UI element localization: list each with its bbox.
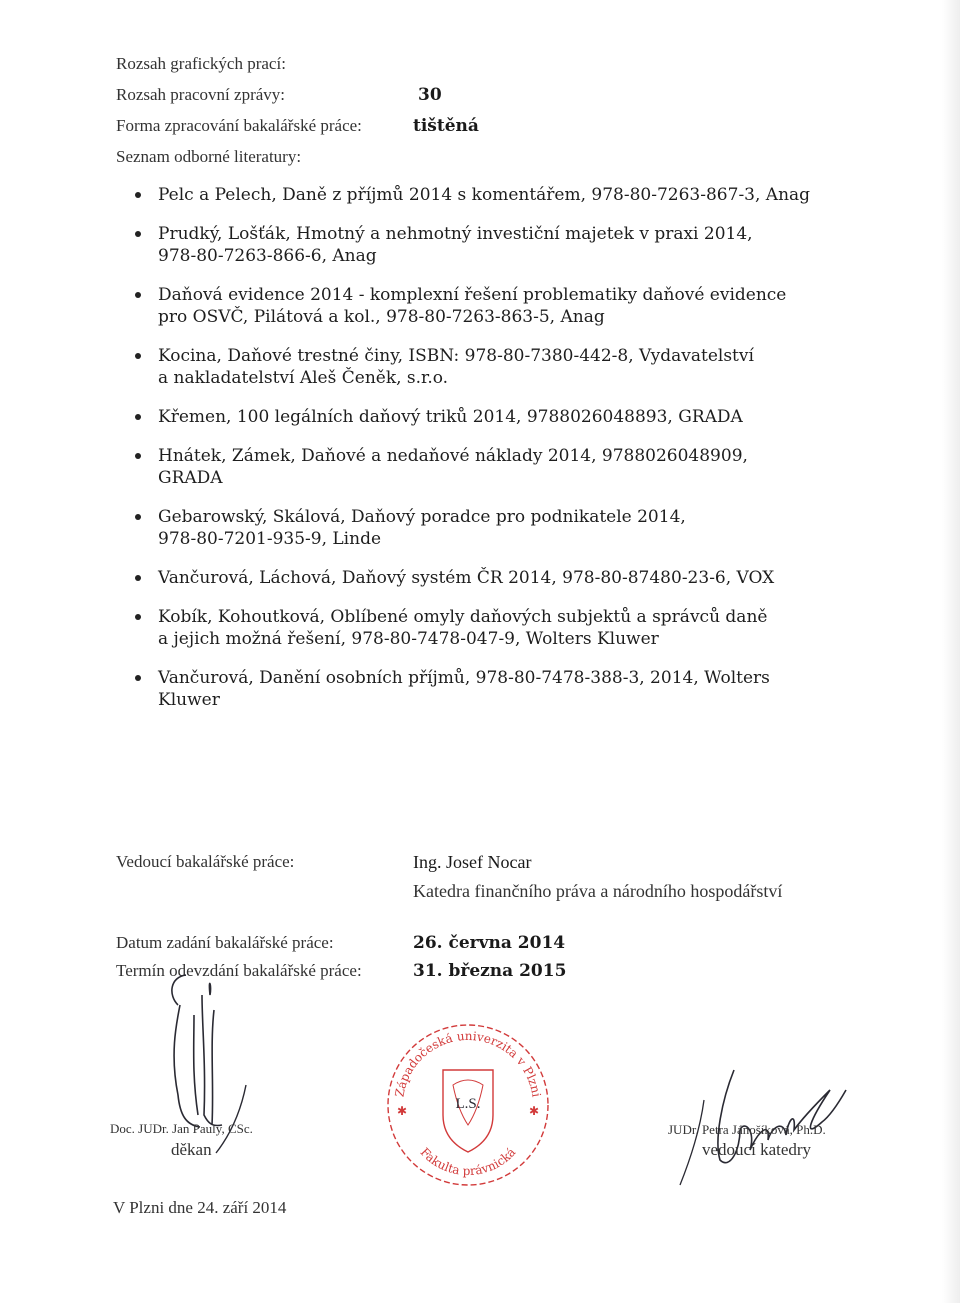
literature-item	[118, 506, 858, 550]
bullet-icon	[135, 292, 141, 298]
head-name: JUDr. Petra Jánošíková, Ph.D.	[668, 1122, 826, 1137]
bullet-icon	[135, 353, 141, 359]
literature-text: a jejich možná řešení, 978-80-7478-047-9, Wolters Kluwer	[158, 629, 659, 649]
literature-text: GRADA	[158, 468, 223, 488]
date-label: Termín odevzdání bakalářské práce:	[116, 961, 362, 980]
date-value: 31. března 2015	[413, 961, 567, 981]
university-stamp	[383, 1020, 553, 1190]
bullet-icon	[135, 575, 141, 581]
bullet-icon	[135, 614, 141, 620]
literature-item	[118, 223, 858, 267]
literature-text: Daňová evidence 2014 - komplexní řešení problematiky daňové evidence	[158, 285, 787, 305]
literature-item	[118, 445, 858, 489]
literature-text: Vančurová, Danění osobních příjmů, 978-80-7478-388-3, 2014, Wolters	[158, 668, 770, 688]
bullet-icon	[135, 414, 141, 420]
literature-text: Gebarowský, Skálová, Daňový poradce pro podnikatele 2014,	[158, 507, 686, 527]
supervisor-department: Katedra finančního práva a národního hospodářství	[413, 881, 783, 901]
field-value: 30	[418, 85, 442, 105]
field-label: Rozsah grafických prací:	[116, 54, 286, 73]
date-value: 26. června 2014	[413, 933, 566, 953]
literature-item	[118, 184, 858, 206]
bullet-icon	[135, 231, 141, 237]
field-label: Rozsah pracovní zprávy:	[116, 85, 285, 104]
date-label: Datum zadání bakalářské práce:	[116, 933, 334, 952]
literature-text: Kocina, Daňové trestné činy, ISBN: 978-80-7380-442-8, Vydavatelství	[158, 346, 754, 366]
supervisor-name: Ing. Josef Nocar	[413, 852, 532, 872]
literature-text: Prudký, Lošťák, Hmotný a nehmotný investiční majetek v praxi 2014,	[158, 224, 753, 244]
svg-text:Fakulta právnická	[418, 1145, 519, 1178]
page-edge-shadow	[942, 0, 960, 1303]
bullet-icon	[135, 192, 141, 198]
head-role: vedoucí katedry	[702, 1140, 812, 1159]
literature-text: Křemen, 100 legálních daňový triků 2014, 9788026048893, GRADA	[158, 407, 743, 427]
literature-item	[118, 606, 858, 650]
dean-name: Doc. JUDr. Jan Pauly, CSc.	[110, 1121, 253, 1136]
literature-text: 978-80-7263-866-6, Anag	[158, 246, 377, 266]
supervisor-label: Vedoucí bakalářské práce:	[116, 852, 295, 871]
bullet-icon	[135, 514, 141, 520]
literature-text: Vančurová, Láchová, Daňový systém ČR 2014, 978-80-87480-23-6, VOX	[158, 568, 775, 588]
bullet-icon	[135, 675, 141, 681]
stamp-star-icon: ✱	[397, 1104, 408, 1118]
bullet-icon	[135, 453, 141, 459]
literature-item	[118, 345, 858, 389]
literature-item	[118, 284, 858, 328]
field-label: Forma zpracování bakalářské práce:	[116, 116, 362, 135]
stamp-center-text: L.S.	[455, 1096, 481, 1112]
literature-text: Pelc a Pelech, Daně z příjmů 2014 s komentářem, 978-80-7263-867-3, Anag	[158, 185, 811, 205]
literature-item	[118, 406, 858, 428]
literature-list	[118, 184, 858, 728]
place-date: V Plzni dne 24. září 2014	[113, 1198, 287, 1217]
field-value: tištěná	[413, 116, 479, 136]
field-label: Seznam odborné literatury:	[116, 147, 302, 166]
literature-text: Kobík, Kohoutková, Oblíbené omyly daňových subjektů a správců daně	[158, 607, 768, 627]
stamp-star-icon: ✱	[529, 1104, 540, 1118]
literature-text: a nakladatelství Aleš Čeněk, s.r.o.	[158, 368, 449, 388]
literature-text: pro OSVČ, Pilátová a kol., 978-80-7263-863-5, Anag	[158, 307, 605, 327]
stamp-bottom-text: Fakulta právnická	[417, 1145, 519, 1179]
literature-text: Hnátek, Zámek, Daňové a nedaňové náklady 2014, 9788026048909,	[158, 446, 748, 466]
literature-item	[118, 667, 858, 711]
dean-role: děkan	[171, 1140, 212, 1159]
stamp-top-text: Západočeská univerzita v Plzni	[392, 1028, 544, 1099]
literature-item	[118, 567, 858, 589]
svg-text:Západočeská univerzita v Plzni	[392, 1029, 543, 1098]
literature-text: Kluwer	[158, 690, 220, 710]
literature-text: 978-80-7201-935-9, Linde	[158, 529, 382, 549]
